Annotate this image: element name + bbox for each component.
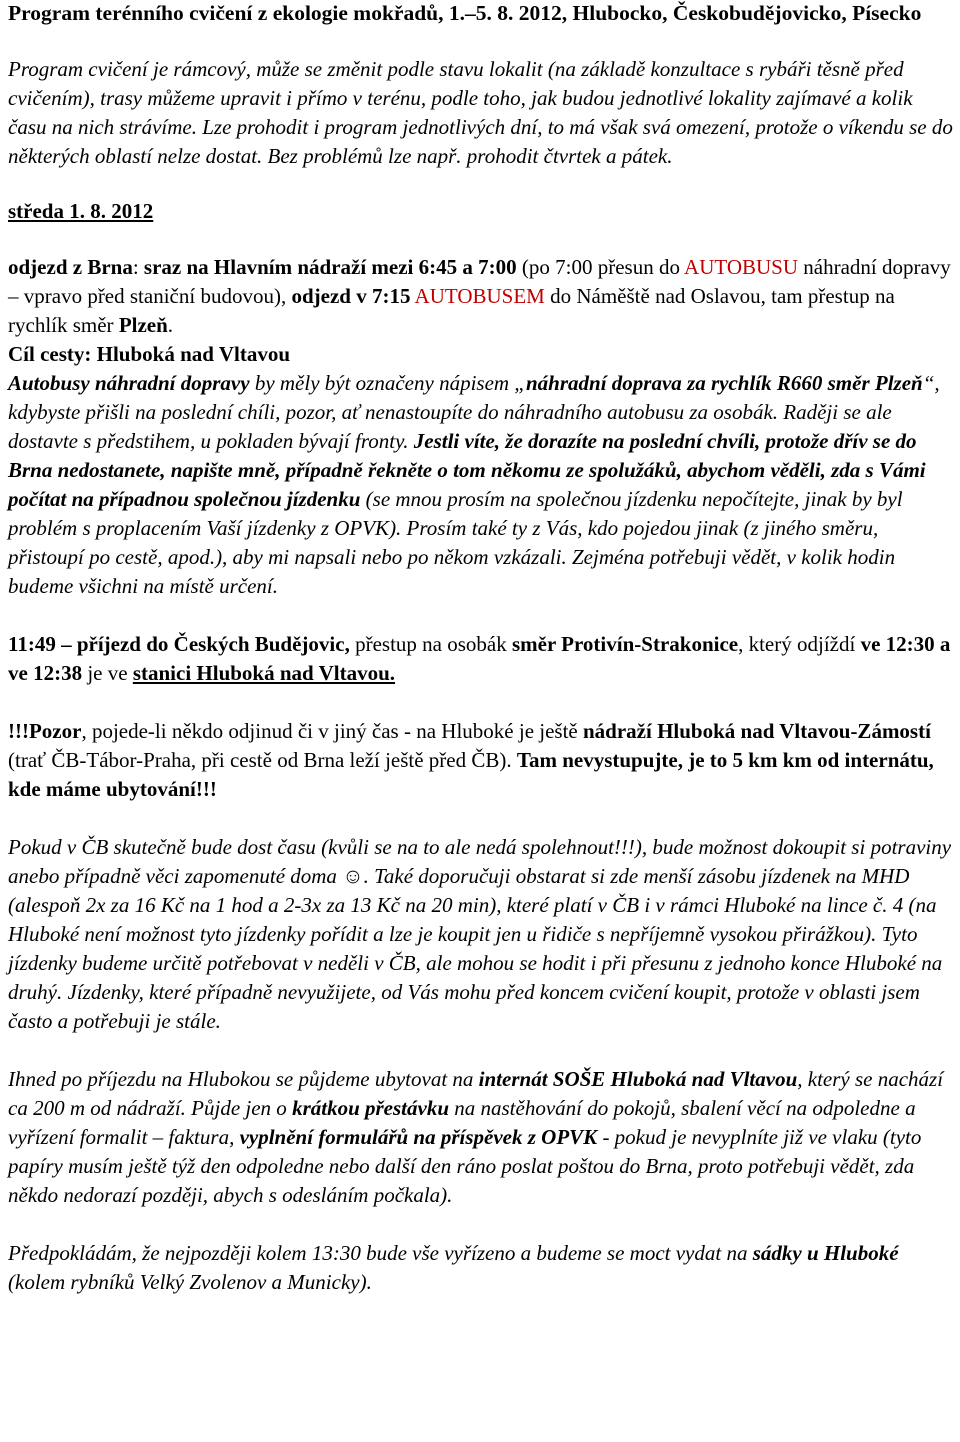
destination-line: Cíl cesty: Hluboká nad Vltavou bbox=[8, 342, 290, 366]
bus-note-label: Autobusy náhradní dopravy bbox=[8, 371, 250, 395]
bus-note-paragraph bbox=[8, 369, 954, 601]
departure-text-1: (po 7:00 přesun do bbox=[516, 255, 685, 279]
departure-time-paragraph bbox=[8, 1239, 954, 1297]
warning-station: nádraží Hluboká nad Vltavou-Zámostí bbox=[583, 719, 931, 743]
accommodation-text-4: - pokud je nevyplníte již ve vlaku (tyto papíry musím ještě týž den odpoledne nebo další den ráno poslat poštou do Brna, proto potřebuji vědět, zda někdo nedorazí později, abych s odesláním počkala). bbox=[8, 1125, 922, 1207]
departure-period: . bbox=[167, 313, 174, 337]
departure-text-3: do Náměště nad Oslavou, tam přestup na rychlík směr bbox=[8, 284, 895, 337]
accommodation-text-3: na nastěhování do pokojů, sbalení věcí na odpoledne a vyřízení formalit – faktura, bbox=[8, 1096, 916, 1149]
warning-emphasis: Tam nevystupujte, je to 5 km km od internátu, kde máme ubytování!!! bbox=[8, 748, 934, 801]
smiley-icon: ☺ bbox=[342, 864, 364, 888]
bus-note-emphasis: Jestli víte, že dorazíte na poslední chvíli, protože dřív se do Brna nedostanete, napište mně, případně řekněte o tom někomu ze spolužáků, abychom věděli, zda s Vámi počítat na případnou společnou jízdenku bbox=[8, 429, 926, 511]
bus-note-text-3: (se mnou prosím na společnou jízdenku nepočítejte, jinak by byl problém s proplacením Vaší jízdenky z OPVK). Prosím také ty z Vás, kdo pojedou jinak (z jiného směru, přistoupí po cestě, apod.), aby mi napsali nebo po někom vzkázali. Zejména potřebuji vědět, v kolik hodin budeme všichni na místě určení. bbox=[8, 487, 903, 598]
arrival-paragraph bbox=[8, 630, 954, 688]
arrival-departure-times: ve 12:30 a ve 12:38 bbox=[8, 632, 951, 685]
bus-word-1: AUTOBUSU bbox=[684, 255, 799, 279]
warning-paragraph bbox=[8, 717, 954, 804]
arrival-text-3: je ve bbox=[82, 661, 133, 685]
arrival-direction: směr Protivín-Strakonice bbox=[511, 632, 739, 656]
document-title: Program terénního cvičení z ekologie mokřadů, 1.–5. 8. 2012, Hlubocko, Českobudějovicko, Písecko bbox=[8, 1, 922, 25]
accommodation-break: krátkou přestávku bbox=[292, 1096, 449, 1120]
day-heading-text: středa 1. 8. 2012 bbox=[8, 199, 154, 223]
warning-text-1: , pojede-li někdo odjinud či v jiný čas - na Hluboké je ještě bbox=[81, 719, 583, 743]
intro-paragraph: Program cvičení je rámcový, může se změnit podle stavu lokalit (na základě konzultace s rybáři těsně před cvičením), trasy můžeme upravit i přímo v terénu, podle toho, jak budou jednotlivé lokality zajímavé a kolik času na nich strávíme. Lze prohodit i program jednotlivých dní, to má však svá omezení, protože o víkendu se do některých oblastí nelze dostat. Bez problémů lze např. prohodit čtvrtek a pátek. bbox=[8, 57, 953, 168]
departure-time-place: sádky u Hluboké bbox=[752, 1241, 899, 1265]
shopping-text-1: Pokud v ČB skutečně bude dost času (kvůli se na to ale nedá spolehnout!!!), bude možnost dokoupit si potraviny anebo případně věci zapomenuté doma bbox=[8, 835, 952, 888]
shopping-paragraph bbox=[8, 833, 954, 1036]
departure-colon: : bbox=[132, 255, 144, 279]
accommodation-forms: vyplnění formulářů na příspěvek z OPVK bbox=[239, 1125, 598, 1149]
departure-text-2: náhradní dopravy – vpravo před staniční budovou), bbox=[8, 255, 951, 308]
meeting-time: sraz na Hlavním nádraží mezi 6:45 a 7:00 bbox=[143, 255, 517, 279]
arrival-text-2: , který odjíždí bbox=[738, 632, 861, 656]
arrival-text-1: přestup na osobák bbox=[349, 632, 512, 656]
bus-sign-text: náhradní doprava za rychlík R660 směr Plzeň bbox=[526, 371, 923, 395]
accommodation-paragraph bbox=[8, 1065, 954, 1210]
departure-direction: Plzeň bbox=[118, 313, 168, 337]
arrival-time: 11:49 – příjezd do Českých Budějovic, bbox=[8, 632, 350, 656]
arrival-station: stanici Hluboká nad Vltavou. bbox=[132, 661, 396, 685]
departure-label: odjezd z Brna bbox=[8, 255, 133, 279]
accommodation-text-1: Ihned po příjezdu na Hlubokou se půjdeme ubytovat na bbox=[8, 1067, 479, 1091]
warning-text-2: (trať ČB-Tábor-Praha, při cestě od Brna leží ještě před ČB). bbox=[8, 748, 517, 772]
departure-time-text-2: (kolem rybníků Velký Zvolenov a Municky). bbox=[8, 1270, 372, 1294]
departure-time-text-1: Předpokládám, že nejpozději kolem 13:30 bude vše vyřízeno a budeme se moct vydat na bbox=[8, 1241, 753, 1265]
departure-time: odjezd v 7:15 bbox=[291, 284, 411, 308]
bus-note-text-1: by měly být označeny nápisem „ bbox=[249, 371, 526, 395]
accommodation-place: internát SOŠE Hluboká nad Vltavou bbox=[478, 1067, 798, 1091]
warning-label: !!!Pozor bbox=[8, 719, 82, 743]
bus-note-text-2: “, kdybyste přišli na poslední chíli, pozor, ať nenastoupíte do náhradního autobusu za osobák. Raději se ale dostavte s předstihem, u pokladen bývají fronty. bbox=[8, 371, 940, 453]
day-heading bbox=[8, 197, 954, 226]
bus-word-2: AUTOBUSEM bbox=[414, 284, 545, 308]
departure-paragraph bbox=[8, 253, 954, 340]
shopping-text-2: . Také doporučuji obstarat si zde menší zásobu jízdenek na MHD (alespoň 2x za 16 Kč na 1 hod a 2-3x za 13 Kč na 20 min), které platí v ČB i v rámci Hluboké na lince č. 4 (na Hluboké není možnost tyto jízdenky pořídit a lze je koupit jen u řidiče s nepříjemně vysokou přirážkou). Tyto jízdenky budeme určitě potřebovat v neděli v ČB, ale mohou se hodit i při přesunu z jednoho konce Hluboké na druhý. Jízdenky, které případně nevyužijete, od Vás mohu před koncem cvičení koupit, protože v oblasti jsem často a potřebuji je stále. bbox=[8, 864, 943, 1033]
accommodation-text-2: , který se nachází ca 200 m od nádraží. Půjde jen o bbox=[8, 1067, 944, 1120]
